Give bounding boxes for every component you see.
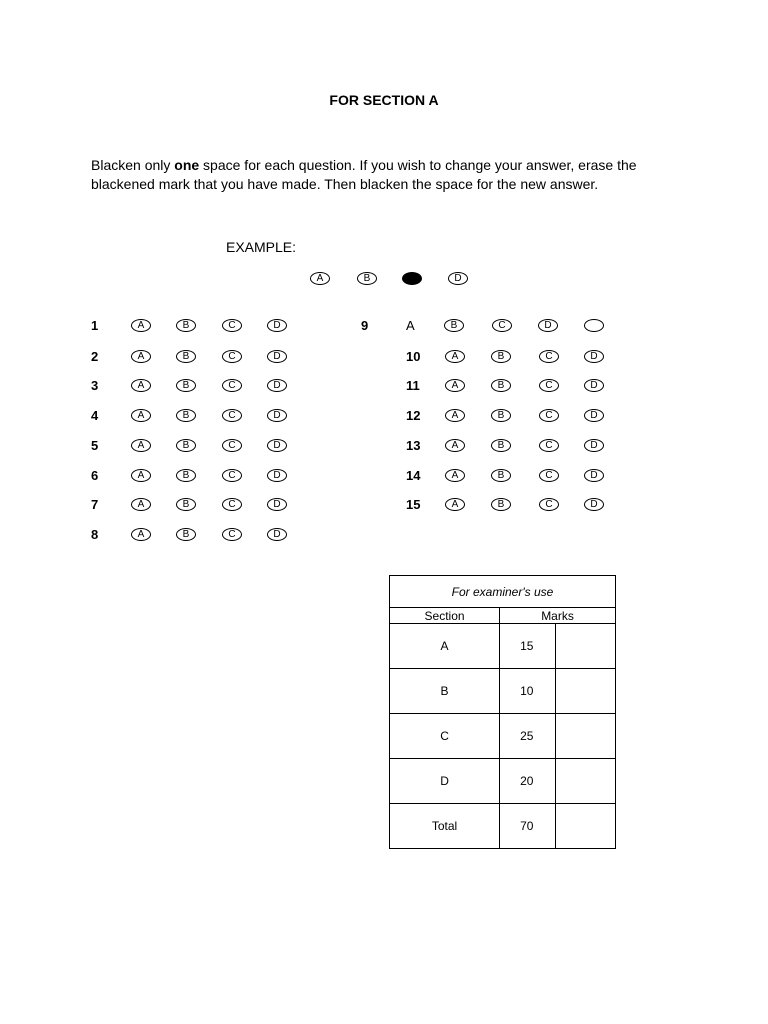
column-header-section: Section: [390, 608, 500, 624]
answer-bubble-d[interactable]: D: [267, 409, 287, 422]
answer-bubble-b[interactable]: B: [491, 409, 511, 422]
answer-bubble-a[interactable]: A: [131, 379, 151, 392]
answer-bubble-a[interactable]: A: [131, 409, 151, 422]
section-cell: B: [390, 669, 500, 714]
answer-bubble-d[interactable]: D: [584, 409, 604, 422]
answer-bubble-b[interactable]: B: [491, 439, 511, 452]
answer-bubble-c[interactable]: C: [222, 319, 242, 332]
instructions-text-end: space for each question. If you wish to change your answer, erase the blackened mark that you have made. Then blacken the space for the new answer.: [91, 157, 637, 192]
page-title: FOR SECTION A: [329, 92, 439, 108]
examiner-table-title: For examiner's use: [390, 576, 616, 608]
answer-bubble-b[interactable]: B: [176, 469, 196, 482]
max-marks-cell: 70: [500, 804, 556, 849]
instructions-emphasis: one: [174, 157, 200, 173]
answer-bubble-c[interactable]: C: [222, 439, 242, 452]
answer-bubble-b[interactable]: B: [444, 319, 464, 332]
answer-bubble-b[interactable]: B: [176, 439, 196, 452]
answer-bubble-d[interactable]: D: [584, 498, 604, 511]
awarded-marks-cell[interactable]: [555, 624, 615, 669]
question-number: 14: [406, 468, 421, 483]
table-row: [390, 624, 616, 669]
answer-bubble-c[interactable]: C: [492, 319, 512, 332]
section-cell: A: [390, 624, 500, 669]
question-number: 2: [91, 349, 99, 364]
question-number: 10: [406, 349, 421, 364]
examiner-table: [389, 575, 616, 849]
answer-bubble-d[interactable]: D: [267, 350, 287, 363]
answer-bubble-a[interactable]: A: [131, 498, 151, 511]
option-letter: A: [406, 318, 415, 333]
answer-bubble-b[interactable]: B: [491, 469, 511, 482]
question-number: 11: [406, 378, 420, 393]
max-marks-cell: 25: [500, 714, 556, 759]
awarded-marks-cell[interactable]: [555, 714, 615, 759]
max-marks-cell: 10: [500, 669, 556, 714]
question-number: 3: [91, 378, 99, 393]
answer-bubble-a[interactable]: A: [445, 439, 465, 452]
answer-bubble-b[interactable]: B: [176, 498, 196, 511]
answer-bubble-c[interactable]: C: [222, 498, 242, 511]
question-number: 15: [406, 497, 421, 512]
section-cell: Total: [390, 804, 500, 849]
column-header-marks: Marks: [500, 608, 616, 624]
answer-bubble-c[interactable]: C: [539, 409, 559, 422]
question-number: 1: [91, 318, 99, 333]
answer-bubble-c[interactable]: C: [539, 379, 559, 392]
answer-bubble-c[interactable]: C: [222, 469, 242, 482]
answer-bubble-a[interactable]: A: [445, 469, 465, 482]
answer-bubble-b[interactable]: B: [491, 498, 511, 511]
question-number: 13: [406, 438, 421, 453]
answer-bubble-a[interactable]: A: [131, 350, 151, 363]
answer-bubble-d[interactable]: D: [267, 319, 287, 332]
table-row: [390, 759, 616, 804]
answer-bubble-d[interactable]: D: [267, 528, 287, 541]
question-number: 6: [91, 468, 99, 483]
answer-bubble-d[interactable]: D: [267, 439, 287, 452]
answer-bubble-a[interactable]: A: [445, 350, 465, 363]
section-cell: C: [390, 714, 500, 759]
answer-bubble-c[interactable]: C: [222, 379, 242, 392]
instructions: [91, 156, 671, 194]
question-number: 7: [91, 497, 99, 512]
instructions-text-start: Blacken only: [91, 157, 175, 173]
answer-bubble-blank[interactable]: [402, 272, 422, 285]
question-number: 5: [91, 438, 99, 453]
answer-bubble-d[interactable]: D: [448, 272, 468, 285]
awarded-marks-cell[interactable]: [555, 804, 615, 849]
answer-bubble-d[interactable]: D: [538, 319, 558, 332]
question-number: 12: [406, 408, 421, 423]
answer-bubble-d[interactable]: D: [584, 350, 604, 363]
answer-bubble-b[interactable]: B: [176, 350, 196, 363]
answer-bubble-c[interactable]: C: [222, 409, 242, 422]
answer-bubble-d[interactable]: D: [584, 379, 604, 392]
max-marks-cell: 20: [500, 759, 556, 804]
answer-bubble-c[interactable]: C: [539, 469, 559, 482]
answer-bubble-d[interactable]: D: [267, 469, 287, 482]
answer-bubble-c[interactable]: C: [539, 498, 559, 511]
question-number: 4: [91, 408, 99, 423]
answer-bubble-b[interactable]: B: [357, 272, 377, 285]
answer-bubble-a[interactable]: A: [131, 469, 151, 482]
awarded-marks-cell[interactable]: [555, 669, 615, 714]
max-marks-cell: 15: [500, 624, 556, 669]
answer-bubble-c[interactable]: C: [539, 439, 559, 452]
answer-bubble-a[interactable]: A: [131, 528, 151, 541]
question-number: 9: [361, 318, 369, 333]
answer-bubble-a[interactable]: A: [310, 272, 330, 285]
answer-bubble-b[interactable]: B: [176, 409, 196, 422]
answer-bubble-d[interactable]: D: [584, 439, 604, 452]
awarded-marks-cell[interactable]: [555, 759, 615, 804]
answer-bubble-b[interactable]: B: [176, 528, 196, 541]
answer-bubble-b[interactable]: B: [176, 319, 196, 332]
answer-bubble-c[interactable]: C: [222, 528, 242, 541]
answer-bubble-c[interactable]: C: [222, 350, 242, 363]
answer-bubble-d[interactable]: D: [584, 469, 604, 482]
answer-bubble-c[interactable]: C: [539, 350, 559, 363]
answer-bubble-b[interactable]: B: [491, 350, 511, 363]
table-row: [390, 714, 616, 759]
answer-bubble-a[interactable]: A: [445, 379, 465, 392]
answer-bubble-blank[interactable]: [584, 319, 604, 332]
table-row: [390, 669, 616, 714]
answer-bubble-a[interactable]: A: [445, 409, 465, 422]
section-cell: D: [390, 759, 500, 804]
answer-bubble-a[interactable]: A: [131, 319, 151, 332]
answer-bubble-b[interactable]: B: [491, 379, 511, 392]
question-number: 8: [91, 527, 99, 542]
answer-bubble-a[interactable]: A: [131, 439, 151, 452]
answer-bubble-d[interactable]: D: [267, 379, 287, 392]
answer-bubble-b[interactable]: B: [176, 379, 196, 392]
answer-bubble-d[interactable]: D: [267, 498, 287, 511]
example-label: EXAMPLE:: [226, 239, 297, 255]
answer-bubble-a[interactable]: A: [445, 498, 465, 511]
table-row: [390, 804, 616, 849]
